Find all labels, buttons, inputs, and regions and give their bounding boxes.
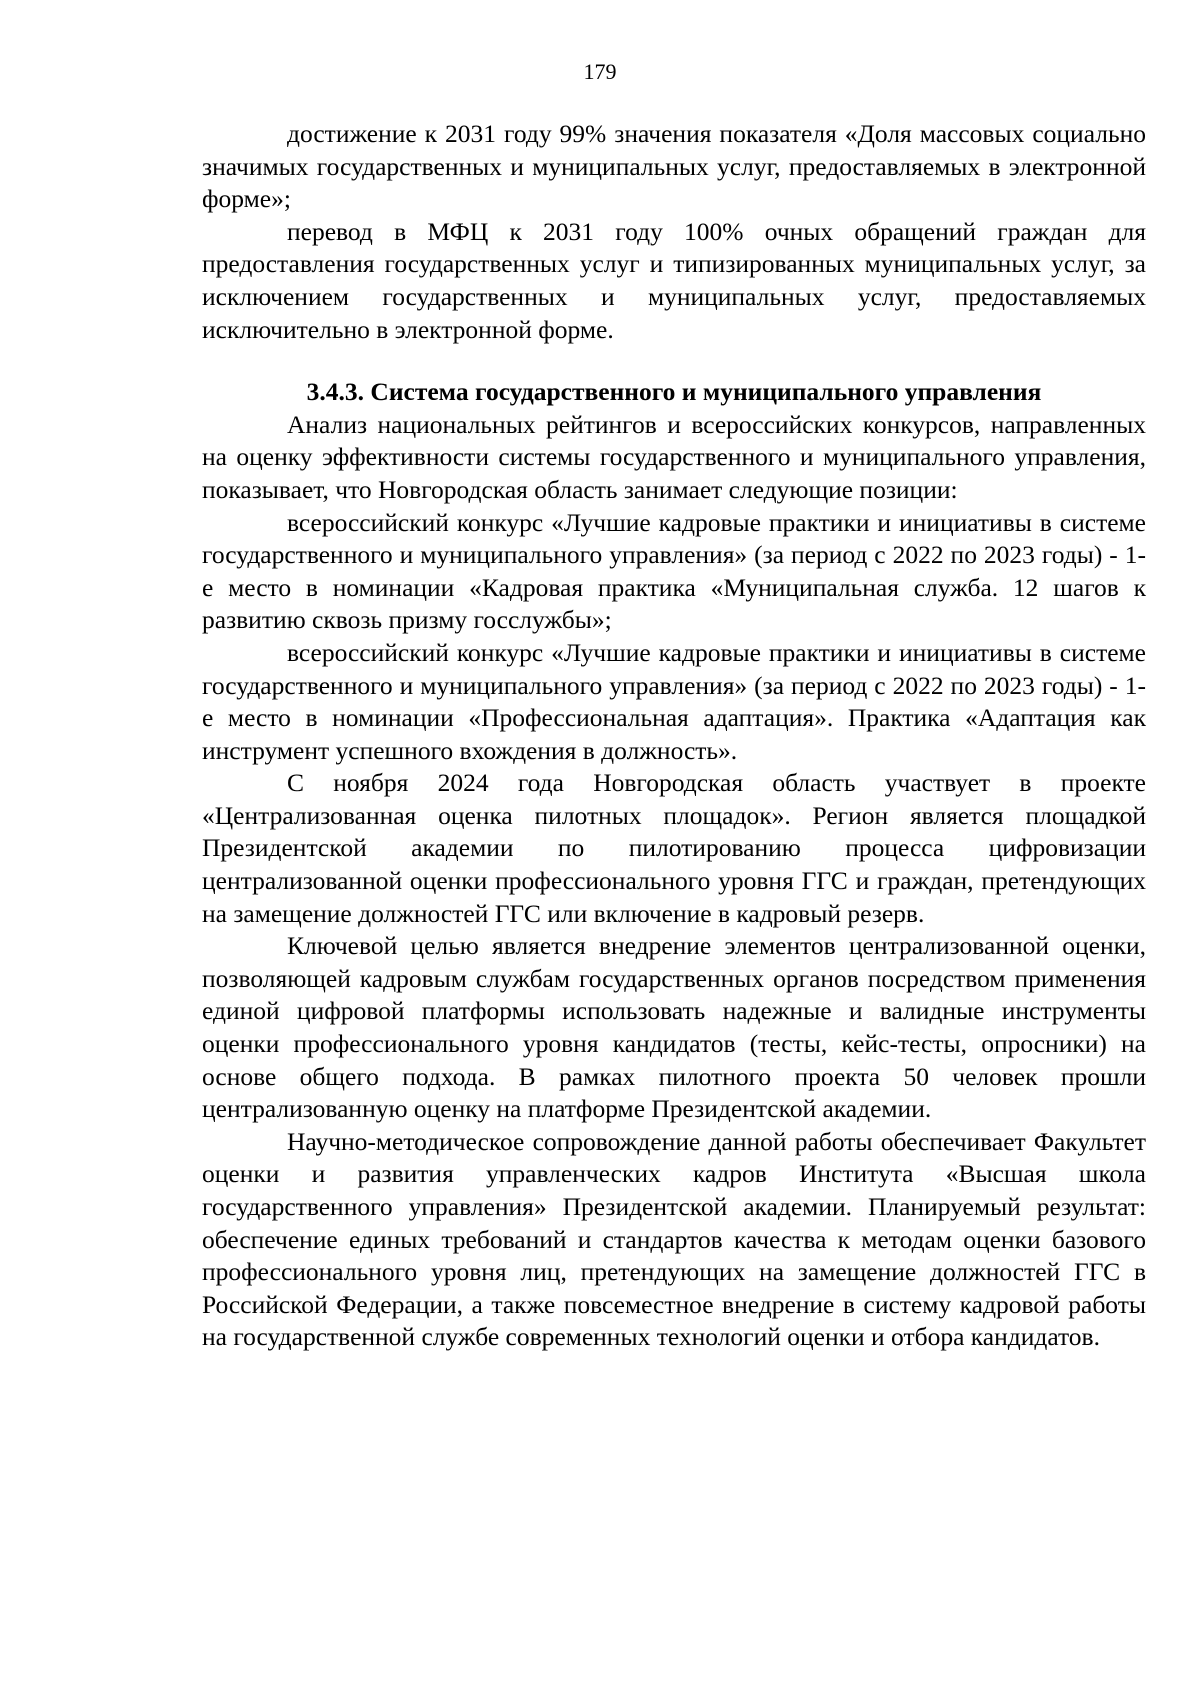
paragraph-key-goal: Ключевой целью является внедрение элементов централизованной оценки, позволяющей кадровым службам государственных органов посредством применения единой цифровой платформы использовать надежные и валидные инструменты оценки профессионального уровня кандидатов (тесты, кейс-тесты, опросники) на основе общего подхода. В рамках пилотного проекта 50 человек прошли централизованную оценку на платформе Президентской академии. bbox=[202, 931, 1146, 1124]
section-heading: 3.4.3. Система государственного и муниципального управления bbox=[306, 377, 1042, 407]
paragraph-methodological-support: Научно-методическое сопровождение данной работы обеспечивает Факультет оценки и развития управленческих кадров Института «Высшая школа государственного управления» Президентской академии. Планируемый результат: обеспечение единых требований и стандартов качества к методам оценки базового профессионального уровня лиц, претендующих на замещение должностей ГГС в Российской Федерации, а также повсеместное внедрение в систему кадровой работы на государственной службе современных технологий оценки и отбора кандидатов. bbox=[202, 1126, 1146, 1352]
document-body bbox=[202, 118, 1146, 1354]
paragraph-ratings-analysis: Анализ национальных рейтингов и всероссийских конкурсов, направленных на оценку эффективности системы государственного и муниципального управления, показывает, что Новгородская область занимает следующие позиции: bbox=[202, 409, 1146, 504]
paragraph-contest-municipal-service: всероссийский конкурс «Лучшие кадровые практики и инициативы в системе государственного и муниципального управления» (за период с 2022 по 2023 годы) - 1-е место в номинации «Кадровая практика «Муниципальная служба. 12 шагов к развитию сквозь призму госслужбы»; bbox=[202, 507, 1146, 635]
paragraph-target-2031-mfc: перевод в МФЦ к 2031 году 100% очных обращений граждан для предоставления государственных услуг и типизированных муниципальных услуг, за исключением государственных и муниципальных услуг, предоставляемых исключительно в электронной форме. bbox=[202, 216, 1146, 344]
paragraph-target-2031-electronic-services: достижение к 2031 году 99% значения показателя «Доля массовых социально значимых государственных и муниципальных услуг, предоставляемых в электронной форме»; bbox=[202, 119, 1146, 214]
page-number: 179 bbox=[583, 59, 617, 84]
paragraph-centralized-assessment-project: С ноября 2024 года Новгородская область участвует в проекте «Централизованная оценка пилотных площадок». Регион является площадкой Президентской академии по пилотированию процесса цифровизации централизованной оценки профессионального уровня ГГС и граждан, претендующих на замещение должностей ГГС или включение в кадровый резерв. bbox=[202, 768, 1146, 928]
paragraph-contest-adaptation: всероссийский конкурс «Лучшие кадровые практики и инициативы в системе государственного и муниципального управления» (за период с 2022 по 2023 годы) - 1-е место в номинации «Профессиональная адаптация». Практика «Адаптация как инструмент успешного вхождения в должность». bbox=[202, 637, 1146, 765]
